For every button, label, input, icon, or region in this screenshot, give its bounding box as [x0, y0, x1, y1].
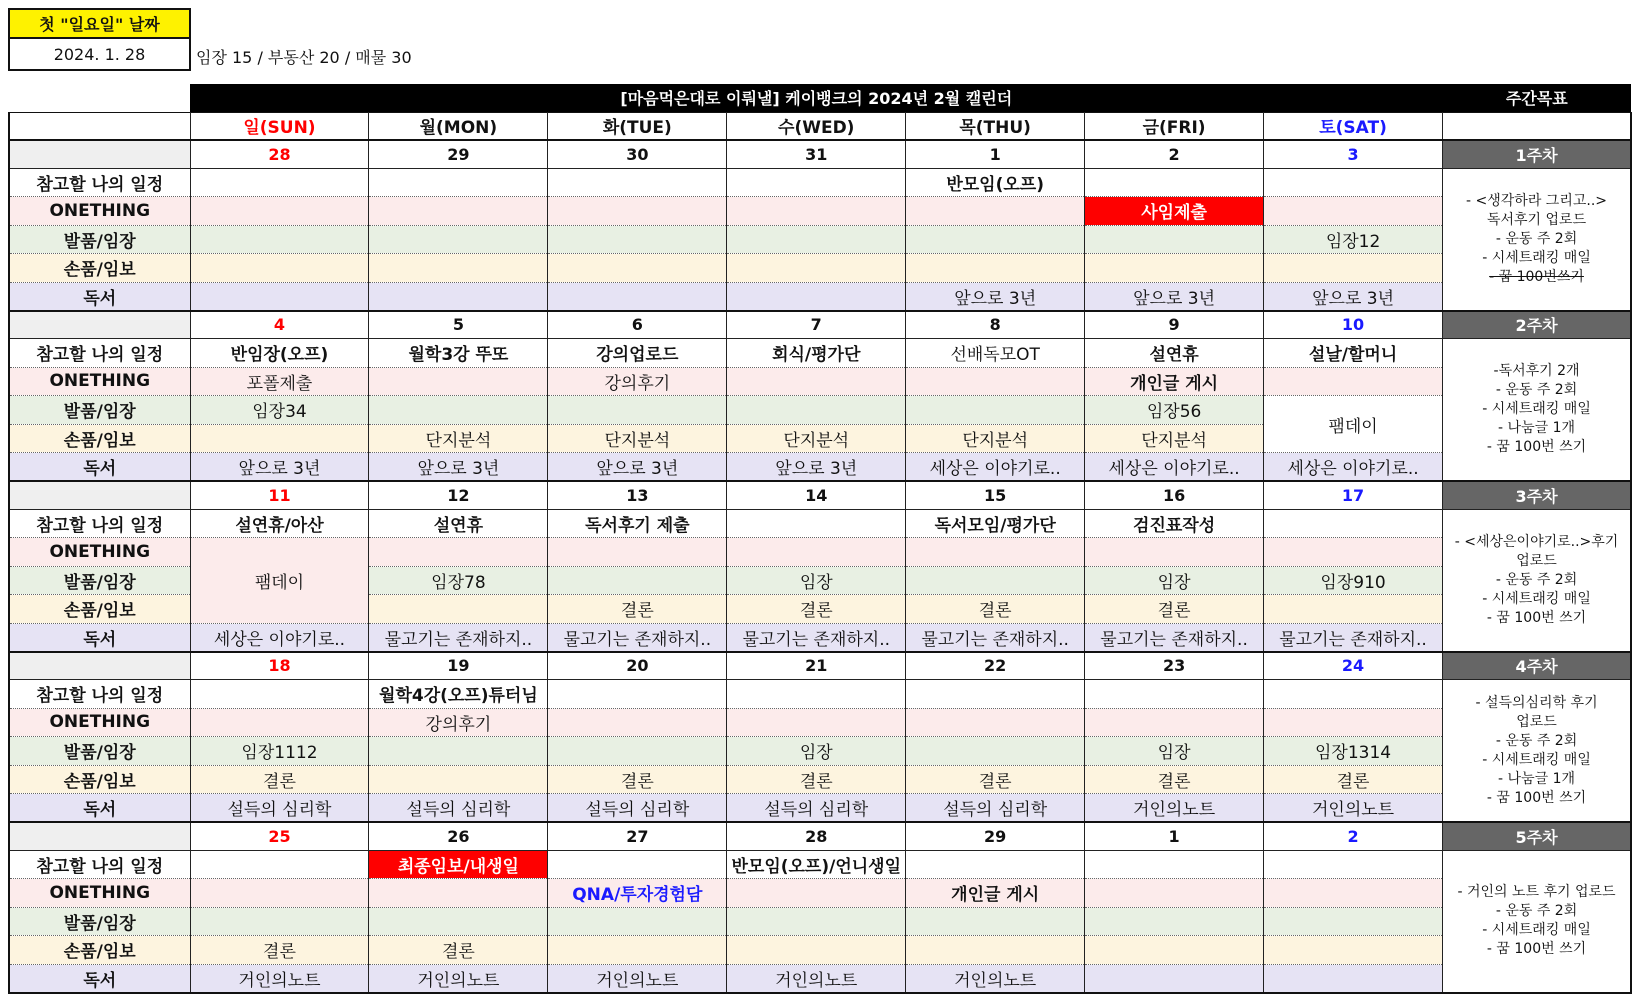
cell-schedule[interactable]: 최종임보/내생일 [369, 850, 548, 879]
cell-son[interactable] [190, 254, 369, 283]
weekly-goal-header[interactable]: 주간목표 [1443, 84, 1631, 112]
cell-read[interactable] [369, 282, 548, 311]
date-cell[interactable]: 4 [190, 311, 369, 339]
cell-read[interactable]: 설득의 심리학 [548, 794, 727, 823]
date-cell[interactable]: 17 [1264, 481, 1443, 509]
weekly-goal-line: - 설득의심리학 후기 [1475, 694, 1598, 711]
cell-onething[interactable] [727, 708, 906, 737]
cell-read[interactable]: 물고기는 존재하지.. [1264, 623, 1443, 652]
cell-read[interactable]: 거인의노트 [548, 964, 727, 993]
date-cell[interactable]: 7 [727, 311, 906, 339]
cell-son[interactable]: 결론 [369, 936, 548, 965]
date-cell[interactable]: 5 [369, 311, 548, 339]
cell-onething[interactable] [369, 197, 548, 226]
cell-onething[interactable] [190, 708, 369, 737]
day-header-tue[interactable]: 화(TUE) [548, 112, 727, 140]
cell-read[interactable] [727, 282, 906, 311]
cell-read[interactable]: 앞으로 3년 [1085, 282, 1264, 311]
cell-onething[interactable] [906, 367, 1085, 396]
weekly-goal-line: - <생각하라 그리고..> [1466, 192, 1608, 209]
cell-bal[interactable]: 임장12 [1264, 225, 1443, 254]
cell-son[interactable]: 결론 [190, 765, 369, 794]
cell-son[interactable] [369, 765, 548, 794]
cell-onething[interactable]: 개인글 게시 [1085, 367, 1264, 396]
day-header-fri[interactable]: 금(FRI) [1085, 112, 1264, 140]
cell-onething[interactable] [906, 538, 1085, 567]
cell-schedule[interactable] [1085, 680, 1264, 709]
cell-son[interactable]: 결론 [1085, 765, 1264, 794]
cell-bal[interactable] [548, 225, 727, 254]
cell-son[interactable]: 결론 [1264, 765, 1443, 794]
cell-onething[interactable] [727, 197, 906, 226]
date-cell[interactable]: 27 [548, 822, 727, 850]
date-cell[interactable]: 1 [1085, 822, 1264, 850]
cell-read[interactable]: 설득의 심리학 [906, 794, 1085, 823]
cell-onething[interactable] [727, 879, 906, 908]
cell-bal[interactable] [548, 907, 727, 936]
cell-bal[interactable] [190, 225, 369, 254]
date-cell[interactable]: 9 [1085, 311, 1264, 339]
cell-schedule[interactable]: 월학3강 뚜또 [369, 339, 548, 368]
day-header-blank[interactable] [9, 112, 190, 140]
weekly-goal-line: 업로드 [1516, 713, 1557, 730]
row-label-bal[interactable]: 발품/임장 [9, 396, 190, 425]
date-row-label[interactable] [9, 652, 190, 680]
cell-bal[interactable] [1264, 907, 1443, 936]
date-cell[interactable]: 28 [727, 822, 906, 850]
row-label-onething[interactable]: ONETHING [9, 197, 190, 226]
cell-onething[interactable]: 강의후기 [369, 708, 548, 737]
date-row-label[interactable] [9, 822, 190, 850]
cell-onething[interactable] [548, 708, 727, 737]
cell-son[interactable]: 결론 [1085, 595, 1264, 624]
cell-schedule[interactable] [906, 850, 1085, 879]
cell-read[interactable]: 거인의노트 [369, 964, 548, 993]
cell-bal[interactable]: 임장34 [190, 396, 369, 425]
cell-read[interactable]: 세상은 이야기로.. [190, 623, 369, 652]
cell-bal[interactable]: 팸데이 [1264, 396, 1443, 453]
cell-schedule[interactable] [369, 168, 548, 197]
cell-read[interactable]: 물고기는 존재하지.. [906, 623, 1085, 652]
date-cell[interactable]: 21 [727, 652, 906, 680]
date-cell[interactable]: 19 [369, 652, 548, 680]
weekly-goal-line: - 운동 주 2회 [1495, 382, 1578, 398]
cell-son[interactable] [727, 254, 906, 283]
weekly-goal-line: - 운동 주 2회 [1495, 903, 1578, 919]
day-header-mon[interactable]: 월(MON) [369, 112, 548, 140]
cell-onething[interactable] [1264, 367, 1443, 396]
cell-bal[interactable] [906, 737, 1085, 766]
weekly-goal-line: - 거인의 노트 후기 업로드 [1457, 884, 1616, 900]
cell-read[interactable]: 거인의노트 [727, 964, 906, 993]
cell-onething[interactable] [190, 879, 369, 908]
cell-read[interactable]: 앞으로 3년 [727, 453, 906, 482]
cell-schedule[interactable]: 선배독모OT [906, 339, 1085, 368]
cell-onething[interactable] [548, 538, 727, 567]
cell-read[interactable]: 앞으로 3년 [190, 453, 369, 482]
cell-schedule[interactable] [548, 168, 727, 197]
cell-bal[interactable] [1085, 225, 1264, 254]
date-cell[interactable]: 15 [906, 481, 1085, 509]
cell-schedule[interactable]: 설연휴 [1085, 339, 1264, 368]
cell-bal[interactable] [548, 396, 727, 425]
cell-son[interactable]: 단지분석 [548, 424, 727, 453]
cell-bal[interactable] [548, 566, 727, 595]
date-cell[interactable]: 12 [369, 481, 548, 509]
week-label[interactable]: 5주차 [1443, 822, 1631, 850]
weekly-goal-line: - 시세트래킹 매일 [1482, 590, 1591, 607]
cell-schedule[interactable]: 설연휴/아산 [190, 509, 369, 538]
weekly-goal-cell[interactable] [1443, 680, 1631, 823]
day-header-thu[interactable]: 목(THU) [906, 112, 1085, 140]
cell-onething[interactable] [1085, 538, 1264, 567]
first-sunday-value[interactable]: 2024. 1. 28 [8, 39, 191, 71]
cell-schedule[interactable] [190, 168, 369, 197]
weekly-goal-cell[interactable] [1443, 339, 1631, 482]
cell-son[interactable] [906, 936, 1085, 965]
cell-onething[interactable]: 사임제출 [1085, 197, 1264, 226]
date-cell[interactable]: 30 [548, 140, 727, 168]
day-header-sun[interactable]: 일(SUN) [190, 112, 369, 140]
cell-read[interactable] [548, 282, 727, 311]
date-cell[interactable]: 2 [1085, 140, 1264, 168]
goal-header-blank[interactable] [1443, 112, 1631, 140]
cell-schedule[interactable]: 반모임(오프)/언니생일 [727, 850, 906, 879]
row-label-read[interactable]: 독서 [9, 453, 190, 482]
row-label-son[interactable]: 손품/임보 [9, 936, 190, 965]
cell-read[interactable]: 앞으로 3년 [1264, 282, 1443, 311]
weekly-goal-line: - 꿈 100번쓰기 [1489, 268, 1584, 285]
cell-schedule[interactable]: 독서후기 제출 [548, 509, 727, 538]
row-label-bal[interactable]: 발품/임장 [9, 566, 190, 595]
cell-schedule[interactable] [1264, 168, 1443, 197]
cell-son[interactable] [1085, 936, 1264, 965]
cell-son[interactable] [906, 254, 1085, 283]
weekly-goal-line: - 시세트래킹 매일 [1482, 922, 1591, 938]
cell-schedule[interactable] [548, 680, 727, 709]
row-label-read[interactable]: 독서 [9, 964, 190, 993]
cell-son[interactable] [1085, 254, 1264, 283]
date-cell[interactable]: 29 [906, 822, 1085, 850]
cell-schedule[interactable]: 설연휴 [369, 509, 548, 538]
cell-onething[interactable] [1264, 708, 1443, 737]
cell-schedule[interactable]: 반임장(오프) [190, 339, 369, 368]
date-cell[interactable]: 18 [190, 652, 369, 680]
cell-son[interactable]: 단지분석 [369, 424, 548, 453]
first-sunday-label[interactable]: 첫 "일요일" 날짜 [8, 8, 191, 39]
cell-bal[interactable]: 임장1314 [1264, 737, 1443, 766]
weekly-goal-line: - 꿈 100번 쓰기 [1486, 609, 1587, 626]
weekly-goal-line: - 시세트래킹 매일 [1482, 401, 1591, 417]
cell-read[interactable] [1085, 964, 1264, 993]
cell-schedule[interactable] [727, 168, 906, 197]
weekly-goal-line: 독서후기 업로드 [1486, 211, 1587, 228]
row-label-schedule[interactable]: 참고할 나의 일정 [9, 168, 190, 197]
cell-bal[interactable] [369, 737, 548, 766]
date-cell[interactable]: 28 [190, 140, 369, 168]
cell-onething[interactable] [548, 197, 727, 226]
cell-bal[interactable]: 임장 [727, 566, 906, 595]
cell-son[interactable] [727, 936, 906, 965]
cell-schedule[interactable]: 회식/평가단 [727, 339, 906, 368]
cell-onething[interactable]: 개인글 게시 [906, 879, 1085, 908]
row-label-bal[interactable]: 발품/임장 [9, 907, 190, 936]
cell-onething[interactable] [727, 367, 906, 396]
row-label-schedule[interactable]: 참고할 나의 일정 [9, 339, 190, 368]
cell-bal[interactable] [1085, 907, 1264, 936]
weekly-goal-line: - 운동 주 2회 [1495, 732, 1578, 749]
cell-bal[interactable]: 임장78 [369, 566, 548, 595]
row-label-read[interactable]: 독서 [9, 623, 190, 652]
date-cell[interactable]: 25 [190, 822, 369, 850]
cell-bal[interactable]: 임장1112 [190, 737, 369, 766]
cell-read[interactable]: 물고기는 존재하지.. [1085, 623, 1264, 652]
cell-son[interactable] [1264, 254, 1443, 283]
weekly-goal-line: - 운동 주 2회 [1495, 230, 1578, 247]
cell-bal[interactable] [548, 737, 727, 766]
corner-cell [9, 84, 190, 112]
weekly-goal-line: - 시세트래킹 매일 [1482, 249, 1591, 266]
cell-son[interactable] [1264, 936, 1443, 965]
cell-schedule[interactable] [727, 509, 906, 538]
weekly-goal-line: -독서후기 2개 [1493, 363, 1580, 379]
cell-son[interactable]: 결론 [727, 765, 906, 794]
cell-read[interactable]: 세상은 이야기로.. [1264, 453, 1443, 482]
cell-bal[interactable] [906, 396, 1085, 425]
date-cell[interactable]: 11 [190, 481, 369, 509]
cell-son[interactable] [548, 936, 727, 965]
cell-schedule[interactable] [727, 680, 906, 709]
cell-onething[interactable]: 포폴제출 [190, 367, 369, 396]
date-row-label[interactable] [9, 481, 190, 509]
cell-schedule[interactable] [1085, 168, 1264, 197]
cell-bal[interactable]: 임장 [1085, 566, 1264, 595]
weekly-goal-cell[interactable] [1443, 168, 1631, 311]
cell-onething[interactable] [906, 708, 1085, 737]
cell-schedule[interactable] [190, 680, 369, 709]
cell-read[interactable]: 물고기는 존재하지.. [369, 623, 548, 652]
cell-son[interactable] [548, 254, 727, 283]
cell-read[interactable]: 거인의노트 [906, 964, 1085, 993]
date-cell[interactable]: 14 [727, 481, 906, 509]
cell-son[interactable] [1264, 595, 1443, 624]
cell-read[interactable]: 거인의노트 [1085, 794, 1264, 823]
row-label-bal[interactable]: 발품/임장 [9, 225, 190, 254]
cell-read[interactable]: 앞으로 3년 [548, 453, 727, 482]
row-label-son[interactable]: 손품/임보 [9, 254, 190, 283]
cell-bal[interactable]: 임장56 [1085, 396, 1264, 425]
cell-bal[interactable] [727, 907, 906, 936]
cell-son[interactable]: 결론 [548, 765, 727, 794]
cell-bal[interactable] [369, 907, 548, 936]
row-label-son[interactable]: 손품/임보 [9, 595, 190, 624]
weekly-goal-cell[interactable] [1443, 509, 1631, 652]
date-cell[interactable]: 26 [369, 822, 548, 850]
cell-bal[interactable]: 임장 [1085, 737, 1264, 766]
row-label-onething[interactable]: ONETHING [9, 367, 190, 396]
cell-onething[interactable] [1264, 197, 1443, 226]
weekly-goal-line: - 나눔글 1개 [1498, 770, 1576, 787]
cell-son[interactable]: 결론 [190, 936, 369, 965]
cell-read[interactable]: 거인의노트 [1264, 794, 1443, 823]
cell-son[interactable] [190, 424, 369, 453]
cell-bal[interactable] [369, 225, 548, 254]
cell-read[interactable]: 거인의노트 [190, 964, 369, 993]
cell-read[interactable]: 세상은 이야기로.. [906, 453, 1085, 482]
date-row-label[interactable] [9, 311, 190, 339]
cell-bal[interactable] [190, 907, 369, 936]
weekly-goal-line: - 시세트래킹 매일 [1482, 751, 1591, 768]
cell-onething[interactable] [906, 197, 1085, 226]
cell-onething[interactable]: QNA/투자경험담 [548, 879, 727, 908]
cell-schedule[interactable] [1085, 850, 1264, 879]
weekly-goal-line: - 나눔글 1개 [1498, 420, 1576, 436]
week-label[interactable]: 3주차 [1443, 481, 1631, 509]
cell-onething[interactable] [369, 538, 548, 567]
cell-bal[interactable] [906, 566, 1085, 595]
weekly-goal-line: - 꿈 100번 쓰기 [1486, 789, 1587, 806]
date-row-label[interactable] [9, 140, 190, 168]
weekly-goal-cell[interactable] [1443, 850, 1631, 993]
cell-onething[interactable] [369, 367, 548, 396]
cell-schedule[interactable] [906, 680, 1085, 709]
date-cell[interactable]: 10 [1264, 311, 1443, 339]
cell-son[interactable]: 결론 [906, 595, 1085, 624]
cell-onething[interactable] [727, 538, 906, 567]
weekly-goal-line: - 꿈 100번 쓰기 [1486, 941, 1587, 957]
cell-read[interactable]: 물고기는 존재하지.. [548, 623, 727, 652]
cell-bal[interactable] [906, 907, 1085, 936]
date-cell[interactable]: 20 [548, 652, 727, 680]
row-label-schedule[interactable]: 참고할 나의 일정 [9, 850, 190, 879]
day-header-wed[interactable]: 수(WED) [727, 112, 906, 140]
row-label-schedule[interactable]: 참고할 나의 일정 [9, 509, 190, 538]
row-label-read[interactable]: 독서 [9, 282, 190, 311]
cell-read[interactable]: 설득의 심리학 [727, 794, 906, 823]
date-cell[interactable]: 1 [906, 140, 1085, 168]
date-cell[interactable]: 2 [1264, 822, 1443, 850]
cell-bal[interactable] [727, 225, 906, 254]
date-cell[interactable]: 6 [548, 311, 727, 339]
cell-schedule[interactable]: 반모임(오프) [906, 168, 1085, 197]
cell-schedule[interactable] [190, 850, 369, 879]
row-label-read[interactable]: 독서 [9, 794, 190, 823]
cell-read[interactable]: 물고기는 존재하지.. [727, 623, 906, 652]
date-cell[interactable]: 22 [906, 652, 1085, 680]
cell-schedule[interactable]: 검진표작성 [1085, 509, 1264, 538]
cell-schedule[interactable] [1264, 850, 1443, 879]
cell-schedule[interactable] [1264, 509, 1443, 538]
cell-onething[interactable] [1264, 879, 1443, 908]
cell-schedule[interactable]: 강의업로드 [548, 339, 727, 368]
date-cell[interactable]: 8 [906, 311, 1085, 339]
cell-onething[interactable] [1085, 708, 1264, 737]
date-cell[interactable]: 23 [1085, 652, 1264, 680]
date-cell[interactable]: 16 [1085, 481, 1264, 509]
cell-onething[interactable] [190, 197, 369, 226]
weekly-goal-line: - <세상은이야기로..>후기 [1454, 533, 1619, 550]
cell-schedule[interactable]: 설날/할머니 [1264, 339, 1443, 368]
calendar-table [8, 84, 1632, 994]
date-cell[interactable]: 3 [1264, 140, 1443, 168]
cell-onething[interactable] [1264, 538, 1443, 567]
cell-son[interactable]: 단지분석 [906, 424, 1085, 453]
cell-read[interactable]: 설득의 심리학 [369, 794, 548, 823]
weekly-goal-line: - 꿈 100번 쓰기 [1486, 439, 1587, 455]
calendar-title[interactable]: [마음먹은대로 이뤄낼] 케이뱅크의 2024년 2월 캘린더 [190, 84, 1443, 112]
date-cell[interactable]: 29 [369, 140, 548, 168]
day-header-sat[interactable]: 토(SAT) [1264, 112, 1443, 140]
cell-schedule[interactable] [1264, 680, 1443, 709]
date-cell[interactable]: 31 [727, 140, 906, 168]
cell-bal[interactable] [369, 396, 548, 425]
cell-onething[interactable] [369, 879, 548, 908]
cell-read[interactable]: 앞으로 3년 [369, 453, 548, 482]
cell-read[interactable]: 설득의 심리학 [190, 794, 369, 823]
cell-son[interactable]: 결론 [548, 595, 727, 624]
cell-bal[interactable] [906, 225, 1085, 254]
week-label[interactable]: 1주차 [1443, 140, 1631, 168]
row-label-onething[interactable]: ONETHING [9, 538, 190, 567]
cell-onething[interactable]: 팸데이 [190, 538, 369, 624]
date-cell[interactable]: 24 [1264, 652, 1443, 680]
row-label-son[interactable]: 손품/임보 [9, 765, 190, 794]
cell-bal[interactable]: 임장910 [1264, 566, 1443, 595]
cell-onething[interactable]: 강의후기 [548, 367, 727, 396]
cell-bal[interactable] [727, 396, 906, 425]
cell-read[interactable]: 세상은 이야기로.. [1085, 453, 1264, 482]
cell-onething[interactable] [1085, 879, 1264, 908]
row-label-bal[interactable]: 발품/임장 [9, 737, 190, 766]
cell-son[interactable]: 단지분석 [1085, 424, 1264, 453]
cell-read[interactable]: 앞으로 3년 [906, 282, 1085, 311]
cell-son[interactable]: 단지분석 [727, 424, 906, 453]
row-label-onething[interactable]: ONETHING [9, 879, 190, 908]
cell-bal[interactable]: 임장 [727, 737, 906, 766]
week-label[interactable]: 4주차 [1443, 652, 1631, 680]
cell-son[interactable]: 결론 [727, 595, 906, 624]
weekly-goal-line: - 운동 주 2회 [1495, 571, 1578, 588]
cell-read[interactable] [190, 282, 369, 311]
cell-schedule[interactable] [548, 850, 727, 879]
date-cell[interactable]: 13 [548, 481, 727, 509]
row-label-onething[interactable]: ONETHING [9, 708, 190, 737]
row-label-schedule[interactable]: 참고할 나의 일정 [9, 680, 190, 709]
cell-read[interactable] [1264, 964, 1443, 993]
cell-schedule[interactable]: 독서모임/평가단 [906, 509, 1085, 538]
cell-son[interactable] [369, 595, 548, 624]
cell-son[interactable]: 결론 [906, 765, 1085, 794]
cell-schedule[interactable]: 월학4강(오프)튜터님 [369, 680, 548, 709]
week-label[interactable]: 2주차 [1443, 311, 1631, 339]
cell-son[interactable] [369, 254, 548, 283]
weekly-goal-line: 업로드 [1516, 552, 1557, 569]
goal-note[interactable]: 임장 15 / 부동산 20 / 매물 30 [196, 47, 412, 67]
row-label-son[interactable]: 손품/임보 [9, 424, 190, 453]
